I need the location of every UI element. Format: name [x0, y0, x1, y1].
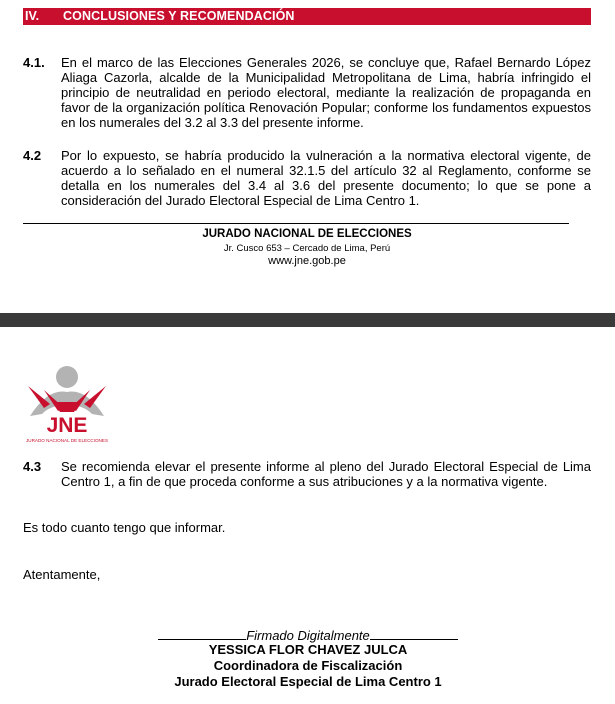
logo-caption: JURADO NACIONAL DE ELECCIONES	[25, 438, 109, 443]
paragraph-text: Se recomienda elevar el presente informe al pleno del Jurado Electoral Especial de Lima Centro 1, a fin de que proceda conforme a sus atribuciones y a la normativa vigente.	[61, 459, 591, 489]
signature-line	[150, 627, 466, 643]
paragraph-number: 4.3	[23, 459, 42, 474]
signatory-name: YESSICA FLOR CHAVEZ JULCA	[208, 642, 408, 657]
paragraph-4-1	[23, 55, 591, 130]
paragraph-text: Por lo expuesto, se habría producido la vulneración a la normativa electoral vigente, de acuerdo a lo señalado en el numeral 32.1.5 del artículo 32 al Reglamento, conforme se detalla en los numerales del 3.4 al 3.6 del presente documento; lo que se pone a consideración del Jurado Electoral Especial de Lima Centro 1.	[61, 148, 591, 208]
jne-emblem-icon	[24, 364, 110, 444]
section-title: CONCLUSIONES Y RECOMENDACIÓN	[63, 9, 295, 23]
paragraph-4-2	[23, 148, 591, 208]
section-number: IV.	[25, 9, 40, 23]
closing-salutation: Atentamente,	[23, 567, 101, 582]
footer-website: www.jne.gob.pe	[268, 255, 346, 267]
footer-org-name: JURADO NACIONAL DE ELECCIONES	[202, 228, 412, 240]
jne-logo	[24, 364, 110, 444]
footer-divider	[23, 223, 569, 224]
closing-statement: Es todo cuanto tengo que informar.	[23, 520, 226, 535]
signatory-organization: Jurado Electoral Especial de Lima Centro 1	[174, 674, 442, 689]
paragraph-number: 4.1.	[23, 55, 45, 70]
page-break	[0, 313, 615, 327]
logo-acronym: JNE	[46, 414, 88, 437]
footer-address: Jr. Cusco 653 – Cercado de Lima, Perú	[223, 243, 391, 254]
paragraph-text: En el marco de las Elecciones Generales 2026, se concluye que, Rafael Bernardo López Aliaga Cazorla, alcalde de la Municipalidad Metropolitana de Lima, habría infringido el principio de neutralidad en periodo electoral, mediante la realización de propaganda en favor de la organización política Renovación Popular; conforme los fundamentos expuestos en los numerales del 3.2 al 3.3 del presente informe.	[61, 55, 591, 130]
signatory-role: Coordinadora de Fiscalización	[213, 658, 403, 673]
section-header	[23, 8, 591, 25]
paragraph-number: 4.2	[23, 148, 42, 163]
digital-signature-note: Firmado Digitalmente	[246, 628, 370, 643]
paragraph-4-3	[23, 459, 591, 489]
